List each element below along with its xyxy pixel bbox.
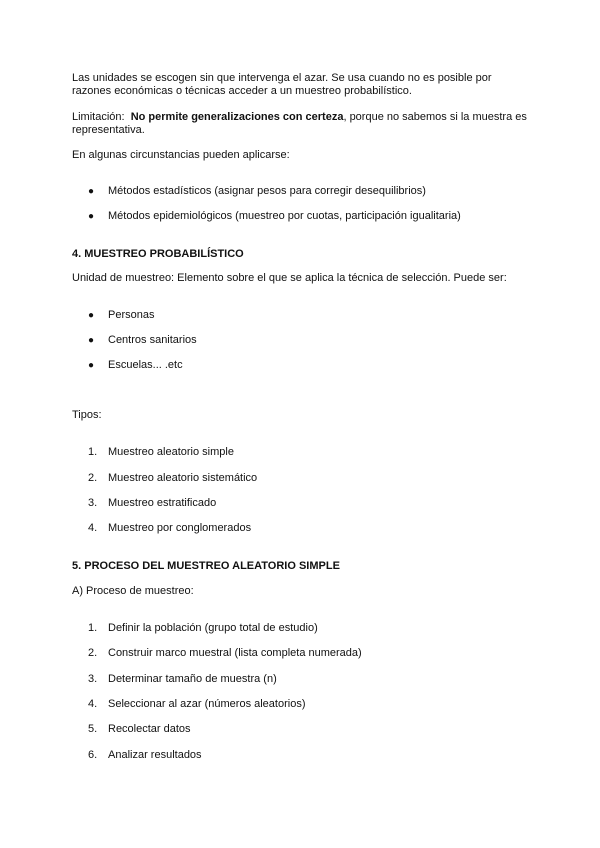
types-label: Tipos: (72, 409, 102, 421)
list-item: 2. Muestreo aleatorio sistemático (88, 472, 258, 484)
list-item: 4. Muestreo por conglomerados (88, 522, 252, 534)
circumstances-paragraph: En algunas circunstancias pueden aplicarse: (72, 149, 290, 161)
bullet-icon: ● (88, 335, 95, 346)
list-item: 5. Recolectar datos (88, 723, 191, 735)
list-item: ● Métodos estadísticos (asignar pesos para corregir desequilibrios) (88, 185, 426, 197)
list-item: ● Escuelas... .etc (88, 359, 183, 371)
bullet-icon: ● (88, 310, 95, 321)
list-item: 6. Analizar resultados (88, 749, 202, 761)
process-subheading: A) Proceso de muestreo: (72, 585, 194, 597)
list-item: 4. Seleccionar al azar (números aleatorios) (88, 698, 306, 710)
list-item: ● Métodos epidemiológicos (muestreo por cuotas, participación igualitaria) (88, 210, 461, 222)
bullet-icon: ● (88, 360, 95, 371)
list-item: ● Centros sanitarios (88, 334, 197, 346)
limitation-rest: , porque no sabemos si la muestra es representativa. (72, 111, 527, 136)
intro-paragraph: Las unidades se escogen sin que intervenga el azar. Se usa cuando no es posible por razones económicas o técnicas acceder a un muestreo probabilístico. (72, 72, 492, 97)
limitation-bold: No permite generalizaciones con certeza (130, 111, 344, 123)
bullet-icon: ● (88, 211, 95, 222)
list-item: 1. Definir la población (grupo total de estudio) (88, 622, 318, 634)
limitation-label: Limitación: (72, 111, 125, 123)
section-4-heading: 4. MUESTREO PROBABILÍSTICO (72, 248, 244, 260)
limitation-paragraph (72, 111, 532, 137)
list-item: 1. Muestreo aleatorio simple (88, 446, 234, 458)
sampling-unit-paragraph: Unidad de muestreo: Elemento sobre el que se aplica la técnica de selección. Puede ser: (72, 272, 507, 284)
section-5-heading: 5. PROCESO DEL MUESTREO ALEATORIO SIMPLE (72, 560, 340, 572)
bullet-icon: ● (88, 186, 95, 197)
list-item: 2. Construir marco muestral (lista completa numerada) (88, 647, 362, 659)
list-item: 3. Determinar tamaño de muestra (n) (88, 673, 277, 685)
list-item: ● Personas (88, 309, 155, 321)
list-item: 3. Muestreo estratificado (88, 497, 217, 509)
